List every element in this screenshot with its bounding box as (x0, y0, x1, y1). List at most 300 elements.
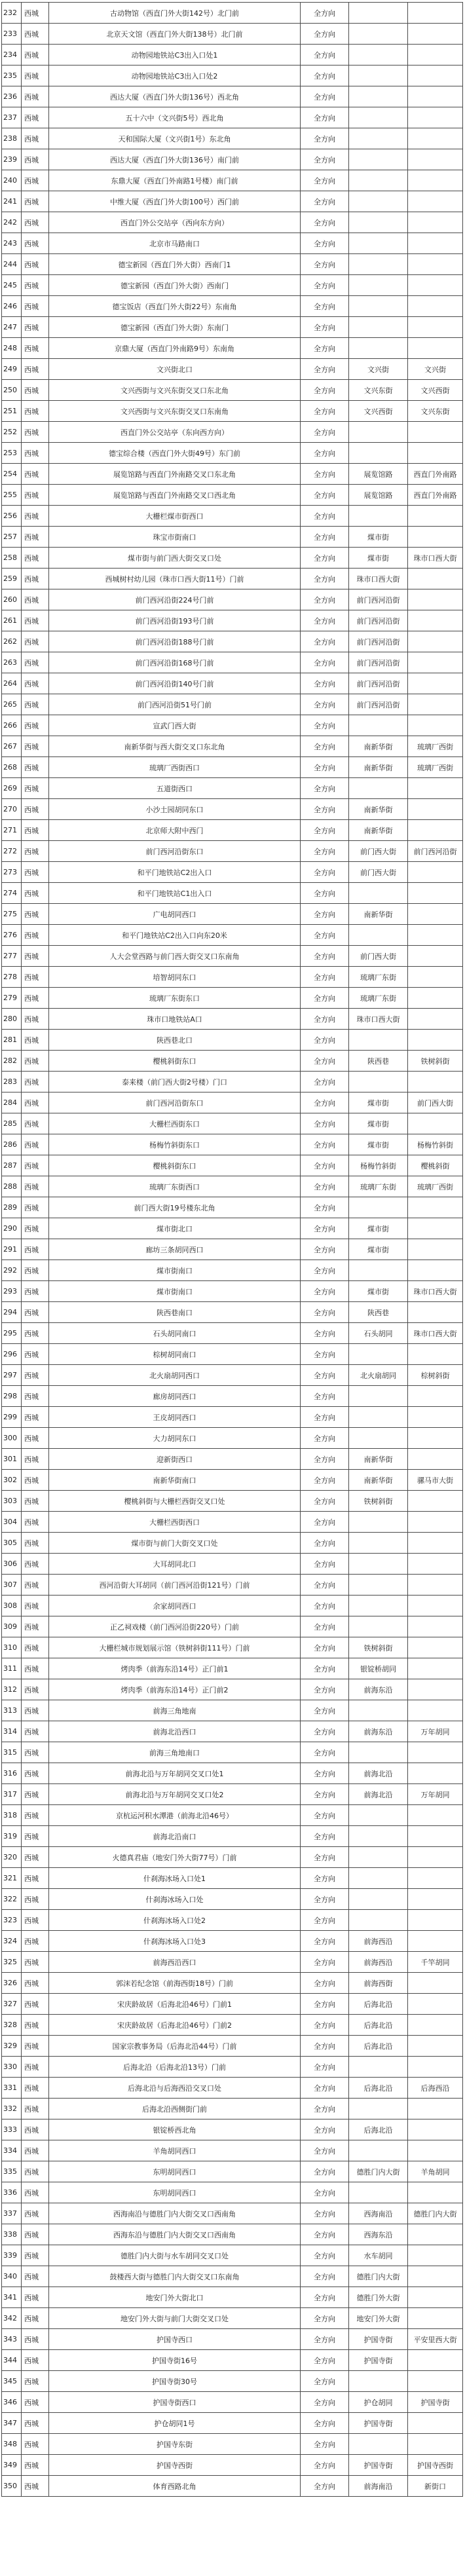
location-cell: 西河沿街大耳胡同（前门西河沿街121号）门前 (49, 1575, 301, 1596)
district-cell: 西城 (22, 212, 49, 233)
row-index-cell: 341 (2, 2287, 22, 2308)
table-row (2, 757, 463, 778)
location-cell: 古动物馆（西直门外大街142号）北门前 (49, 3, 301, 24)
location-cell: 德宝综合楼（西直门外大街49号）东门前 (49, 443, 301, 464)
direction-cell: 全方向 (301, 862, 349, 883)
direction-cell: 全方向 (301, 1407, 349, 1428)
road-a-cell: 前门西大街 (349, 841, 408, 862)
table-row (2, 1679, 463, 1700)
direction-cell: 全方向 (301, 2036, 349, 2057)
district-cell: 西城 (22, 652, 49, 673)
road-a-cell (349, 443, 408, 464)
road-a-cell (349, 86, 408, 107)
road-b-cell (408, 2182, 463, 2203)
road-a-cell: 后海北沿 (349, 2119, 408, 2140)
table-row (2, 862, 463, 883)
location-cell: 樱桃斜街东口 (49, 1155, 301, 1176)
road-a-cell: 护国寺街 (349, 2329, 408, 2350)
road-b-cell (408, 1658, 463, 1679)
table-row (2, 2308, 463, 2329)
table-row (2, 86, 463, 107)
location-cell: 南新华街与西大街交叉口东北角 (49, 736, 301, 757)
road-b-cell (408, 1072, 463, 1092)
road-a-cell: 后海北沿 (349, 2078, 408, 2099)
district-cell: 西城 (22, 2413, 49, 2434)
location-cell: 羊角胡同西口 (49, 2140, 301, 2161)
row-index-cell: 334 (2, 2140, 22, 2161)
row-index-cell: 260 (2, 589, 22, 610)
direction-cell: 全方向 (301, 86, 349, 107)
location-cell: 煤市街与前门西大街交叉口处 (49, 548, 301, 569)
road-b-cell (408, 1994, 463, 2015)
direction-cell: 全方向 (301, 1826, 349, 1847)
location-cell: 西达大厦（西直门外大街136号）南门前 (49, 149, 301, 170)
road-b-cell (408, 1847, 463, 1868)
location-cell: 前海北沿西口 (49, 1721, 301, 1742)
road-a-cell (349, 107, 408, 128)
road-a-cell: 珠市口西大街 (349, 1009, 408, 1030)
road-a-cell: 后海北沿 (349, 2036, 408, 2057)
row-index-cell: 322 (2, 1889, 22, 1910)
road-a-cell (349, 1847, 408, 1868)
location-cell: 大栅栏西街西口 (49, 1512, 301, 1533)
table-row (2, 1155, 463, 1176)
district-cell: 西城 (22, 2057, 49, 2078)
road-a-cell (349, 1512, 408, 1533)
location-cell: 德宝新园（西直门外大街）西南门 (49, 275, 301, 296)
road-b-cell (408, 862, 463, 883)
road-b-cell (408, 883, 463, 904)
table-row (2, 1889, 463, 1910)
location-cell: 大栅栏城市规划展示馆（铁树斜街111号）门前 (49, 1637, 301, 1658)
location-cell: 前门西大街19号楼东北角 (49, 1197, 301, 1218)
table-row (2, 1176, 463, 1197)
location-cell: 德宝新园（西直门外大街）西南门1 (49, 254, 301, 275)
row-index-cell: 344 (2, 2350, 22, 2371)
road-a-cell (349, 212, 408, 233)
road-a-cell: 前门西河沿街 (349, 652, 408, 673)
road-b-cell (408, 1763, 463, 1784)
table-row (2, 1302, 463, 1323)
row-index-cell: 245 (2, 275, 22, 296)
row-index-cell: 329 (2, 2036, 22, 2057)
direction-cell: 全方向 (301, 1281, 349, 1302)
table-row (2, 1658, 463, 1679)
row-index-cell: 243 (2, 233, 22, 254)
district-cell: 西城 (22, 1365, 49, 1386)
row-index-cell: 294 (2, 1302, 22, 1323)
road-a-cell (349, 1554, 408, 1575)
row-index-cell: 304 (2, 1512, 22, 1533)
road-a-cell: 煤市街 (349, 1134, 408, 1155)
road-b-cell (408, 904, 463, 925)
table-row (2, 2413, 463, 2434)
road-a-cell (349, 233, 408, 254)
road-a-cell: 前门西河沿街 (349, 694, 408, 715)
direction-cell: 全方向 (301, 1700, 349, 1721)
road-b-cell: 万年胡同 (408, 1721, 463, 1742)
direction-cell: 全方向 (301, 1763, 349, 1784)
location-cell: 培智胡同东口 (49, 967, 301, 988)
road-b-cell (408, 1302, 463, 1323)
road-b-cell (408, 1533, 463, 1554)
district-cell: 西城 (22, 1805, 49, 1826)
road-a-cell: 前海西沿 (349, 1952, 408, 1973)
direction-cell: 全方向 (301, 1134, 349, 1155)
table-row (2, 2119, 463, 2140)
road-b-cell (408, 1868, 463, 1889)
district-cell: 西城 (22, 1176, 49, 1197)
road-a-cell (349, 254, 408, 275)
road-a-cell (349, 1889, 408, 1910)
direction-cell: 全方向 (301, 631, 349, 652)
table-row (2, 589, 463, 610)
district-cell: 西城 (22, 589, 49, 610)
table-row (2, 254, 463, 275)
district-cell: 西城 (22, 1407, 49, 1428)
table-row (2, 401, 463, 422)
road-a-cell (349, 1197, 408, 1218)
road-b-cell (408, 2036, 463, 2057)
road-b-cell (408, 1449, 463, 1470)
location-cell: 和平门地铁站C2出入口向东20米 (49, 925, 301, 946)
table-row (2, 233, 463, 254)
row-index-cell: 305 (2, 1533, 22, 1554)
district-cell: 西城 (22, 883, 49, 904)
district-cell: 西城 (22, 128, 49, 149)
table-row (2, 2455, 463, 2476)
location-cell: 前海西沿西口 (49, 1952, 301, 1973)
direction-cell: 全方向 (301, 1973, 349, 1994)
direction-cell: 全方向 (301, 673, 349, 694)
road-a-cell: 陕西巷 (349, 1051, 408, 1072)
road-b-cell: 千竿胡同 (408, 1952, 463, 1973)
table-row (2, 485, 463, 506)
direction-cell: 全方向 (301, 1365, 349, 1386)
road-a-cell: 银锭桥胡同 (349, 1658, 408, 1679)
district-cell: 西城 (22, 1239, 49, 1260)
district-cell: 西城 (22, 506, 49, 527)
district-cell: 西城 (22, 1155, 49, 1176)
location-cell: 前门西河沿街224号门前 (49, 589, 301, 610)
direction-cell: 全方向 (301, 2078, 349, 2099)
road-a-cell: 展览馆路 (349, 485, 408, 506)
road-b-cell (408, 1973, 463, 1994)
district-cell: 西城 (22, 988, 49, 1009)
road-b-cell (408, 946, 463, 967)
road-b-cell (408, 1009, 463, 1030)
table-row (2, 1554, 463, 1575)
row-index-cell: 314 (2, 1721, 22, 1742)
road-a-cell (349, 1575, 408, 1596)
road-a-cell (349, 2371, 408, 2392)
row-index-cell: 272 (2, 841, 22, 862)
table-row (2, 1616, 463, 1637)
table-row (2, 1952, 463, 1973)
direction-cell: 全方向 (301, 1805, 349, 1826)
road-a-cell (349, 3, 408, 24)
road-a-cell: 杨梅竹斜街 (349, 1155, 408, 1176)
table-row (2, 1742, 463, 1763)
table-row (2, 1805, 463, 1826)
row-index-cell: 274 (2, 883, 22, 904)
location-cell: 迎新街西口 (49, 1449, 301, 1470)
road-a-cell: 地安门外大街 (349, 2308, 408, 2329)
table-row (2, 296, 463, 317)
row-index-cell: 315 (2, 1742, 22, 1763)
road-a-cell (349, 1700, 408, 1721)
table-row (2, 1470, 463, 1491)
road-a-cell (349, 1826, 408, 1847)
row-index-cell: 327 (2, 1994, 22, 2015)
location-cell: 护国寺西街 (49, 2455, 301, 2476)
location-cell: 前门西河沿街东口 (49, 1092, 301, 1113)
road-a-cell: 南新华街 (349, 1470, 408, 1491)
road-b-cell (408, 212, 463, 233)
district-cell: 西城 (22, 65, 49, 86)
direction-cell: 全方向 (301, 401, 349, 422)
row-index-cell: 242 (2, 212, 22, 233)
road-a-cell (349, 1742, 408, 1763)
location-cell: 动物园地铁站C3出入口处1 (49, 45, 301, 65)
row-index-cell: 233 (2, 24, 22, 45)
district-cell: 西城 (22, 946, 49, 967)
location-cell: 陕西巷南口 (49, 1302, 301, 1323)
road-b-cell (408, 1826, 463, 1847)
row-index-cell: 300 (2, 1428, 22, 1449)
district-cell: 西城 (22, 904, 49, 925)
direction-cell: 全方向 (301, 2308, 349, 2329)
district-cell: 西城 (22, 1742, 49, 1763)
location-cell: 后海北沿西侧街门前 (49, 2099, 301, 2119)
road-b-cell (408, 967, 463, 988)
road-b-cell: 西直门外南路 (408, 464, 463, 485)
row-index-cell: 287 (2, 1155, 22, 1176)
district-cell: 西城 (22, 1281, 49, 1302)
district-cell: 西城 (22, 715, 49, 736)
row-index-cell: 289 (2, 1197, 22, 1218)
district-cell: 西城 (22, 1721, 49, 1742)
row-index-cell: 286 (2, 1134, 22, 1155)
district-cell: 西城 (22, 1763, 49, 1784)
row-index-cell: 333 (2, 2119, 22, 2140)
table-row (2, 317, 463, 338)
table-row (2, 1051, 463, 1072)
table-row (2, 3, 463, 24)
table-row (2, 1092, 463, 1113)
district-cell: 西城 (22, 443, 49, 464)
road-a-cell (349, 2434, 408, 2455)
road-b-cell (408, 2350, 463, 2371)
direction-cell: 全方向 (301, 1428, 349, 1449)
location-cell: 护国寺街30号 (49, 2371, 301, 2392)
row-index-cell: 323 (2, 1910, 22, 1931)
road-b-cell: 骡马市大街 (408, 1470, 463, 1491)
direction-cell: 全方向 (301, 2413, 349, 2434)
road-a-cell (349, 1386, 408, 1407)
location-cell: 北京市马路南口 (49, 233, 301, 254)
table-row (2, 1973, 463, 1994)
table-row (2, 275, 463, 296)
district-cell: 西城 (22, 1616, 49, 1637)
location-cell: 王皮胡同西口 (49, 1407, 301, 1428)
row-index-cell: 234 (2, 45, 22, 65)
district-cell: 西城 (22, 631, 49, 652)
location-cell: 什刹海冰场入口处1 (49, 1868, 301, 1889)
road-b-cell (408, 2119, 463, 2140)
district-cell: 西城 (22, 338, 49, 359)
road-a-cell (349, 191, 408, 212)
road-b-cell (408, 1407, 463, 1428)
district-cell: 西城 (22, 2476, 49, 2497)
road-a-cell: 煤市街 (349, 1092, 408, 1113)
district-cell: 西城 (22, 380, 49, 401)
road-a-cell: 煤市街 (349, 1218, 408, 1239)
table-row (2, 1113, 463, 1134)
road-b-cell (408, 778, 463, 799)
district-cell: 西城 (22, 422, 49, 443)
road-a-cell (349, 65, 408, 86)
road-a-cell: 南新华街 (349, 799, 408, 820)
row-index-cell: 288 (2, 1176, 22, 1197)
table-row (2, 1072, 463, 1092)
direction-cell: 全方向 (301, 2392, 349, 2413)
road-a-cell (349, 778, 408, 799)
location-cell: 煤市街南口 (49, 1260, 301, 1281)
row-index-cell: 279 (2, 988, 22, 1009)
direction-cell: 全方向 (301, 527, 349, 548)
district-cell: 西城 (22, 1658, 49, 1679)
direction-cell: 全方向 (301, 1051, 349, 1072)
row-index-cell: 335 (2, 2161, 22, 2182)
road-b-cell (408, 1637, 463, 1658)
table-row (2, 694, 463, 715)
location-cell: 展览馆路与西直门外南路交叉口西北角 (49, 485, 301, 506)
road-b-cell (408, 569, 463, 589)
road-b-cell (408, 925, 463, 946)
table-row (2, 1637, 463, 1658)
row-index-cell: 320 (2, 1847, 22, 1868)
road-a-cell: 护国寺街 (349, 2455, 408, 2476)
table-row (2, 1533, 463, 1554)
road-b-cell (408, 1575, 463, 1596)
direction-cell: 全方向 (301, 2245, 349, 2266)
district-cell: 西城 (22, 799, 49, 820)
table-row (2, 338, 463, 359)
district-cell: 西城 (22, 1302, 49, 1323)
road-b-cell (408, 527, 463, 548)
road-b-cell (408, 652, 463, 673)
district-cell: 西城 (22, 1344, 49, 1365)
direction-cell: 全方向 (301, 233, 349, 254)
direction-cell: 全方向 (301, 422, 349, 443)
road-a-cell: 琉璃厂东街 (349, 967, 408, 988)
row-index-cell: 252 (2, 422, 22, 443)
location-cell: 南新华街南口 (49, 1470, 301, 1491)
row-index-cell: 317 (2, 1784, 22, 1805)
table-row (2, 2036, 463, 2057)
district-cell: 西城 (22, 1009, 49, 1030)
row-index-cell: 240 (2, 170, 22, 191)
district-cell: 西城 (22, 2203, 49, 2224)
district-cell: 西城 (22, 2078, 49, 2099)
table-row (2, 2057, 463, 2078)
table-row (2, 149, 463, 170)
location-cell: 中维大厦（西直门外大街100号）西门前 (49, 191, 301, 212)
row-index-cell: 283 (2, 1072, 22, 1092)
direction-cell: 全方向 (301, 1596, 349, 1616)
location-cell: 正乙祠戏楼（前门西河沿街220号）门前 (49, 1616, 301, 1637)
district-cell: 西城 (22, 191, 49, 212)
road-b-cell (408, 170, 463, 191)
location-cell: 樱桃斜街东口 (49, 1051, 301, 1072)
direction-cell: 全方向 (301, 3, 349, 24)
road-b-cell (408, 1889, 463, 1910)
district-cell: 西城 (22, 275, 49, 296)
table-row (2, 170, 463, 191)
road-b-cell: 平安里西大街 (408, 2329, 463, 2350)
location-cell: 什刹海冰场入口处 (49, 1889, 301, 1910)
road-b-cell: 樱桃斜街 (408, 1155, 463, 1176)
road-a-cell (349, 2057, 408, 2078)
row-index-cell: 316 (2, 1763, 22, 1784)
location-cell: 前门西河沿街188号门前 (49, 631, 301, 652)
direction-cell: 全方向 (301, 1155, 349, 1176)
table-row (2, 1449, 463, 1470)
location-cell: 烤肉季（前海东沿14号）正门前1 (49, 1658, 301, 1679)
table-row (2, 569, 463, 589)
row-index-cell: 319 (2, 1826, 22, 1847)
table-row (2, 1784, 463, 1805)
road-b-cell: 珠市口西大街 (408, 1323, 463, 1344)
table-row (2, 1281, 463, 1302)
row-index-cell: 295 (2, 1323, 22, 1344)
location-cell: 西海东沿与德胜门内大街交叉口西南角 (49, 2224, 301, 2245)
row-index-cell: 280 (2, 1009, 22, 1030)
table-row (2, 2287, 463, 2308)
table-row (2, 967, 463, 988)
road-b-cell (408, 1931, 463, 1952)
district-cell: 西城 (22, 1491, 49, 1512)
location-cell: 西海南沿与德胜门内大街交叉口西南角 (49, 2203, 301, 2224)
table-row (2, 65, 463, 86)
direction-cell: 全方向 (301, 2015, 349, 2036)
direction-cell: 全方向 (301, 2099, 349, 2119)
direction-cell: 全方向 (301, 1679, 349, 1700)
direction-cell: 全方向 (301, 2161, 349, 2182)
table-row (2, 1218, 463, 1239)
table-row (2, 1721, 463, 1742)
road-b-cell: 琉璃厂西街 (408, 736, 463, 757)
location-cell: 护国寺街西口 (49, 2392, 301, 2413)
direction-cell: 全方向 (301, 1512, 349, 1533)
row-index-cell: 278 (2, 967, 22, 988)
direction-cell: 全方向 (301, 1533, 349, 1554)
direction-cell: 全方向 (301, 652, 349, 673)
location-cell: 小沙土园胡同东口 (49, 799, 301, 820)
direction-cell: 全方向 (301, 45, 349, 65)
road-b-cell (408, 45, 463, 65)
direction-cell: 全方向 (301, 212, 349, 233)
row-index-cell: 244 (2, 254, 22, 275)
table-row (2, 107, 463, 128)
road-b-cell (408, 799, 463, 820)
location-cell: 大耳胡同北口 (49, 1554, 301, 1575)
direction-cell: 全方向 (301, 1260, 349, 1281)
row-index-cell: 284 (2, 1092, 22, 1113)
location-cell: 展览馆路与西直门外南路交叉口东北角 (49, 464, 301, 485)
road-a-cell: 展览馆路 (349, 464, 408, 485)
